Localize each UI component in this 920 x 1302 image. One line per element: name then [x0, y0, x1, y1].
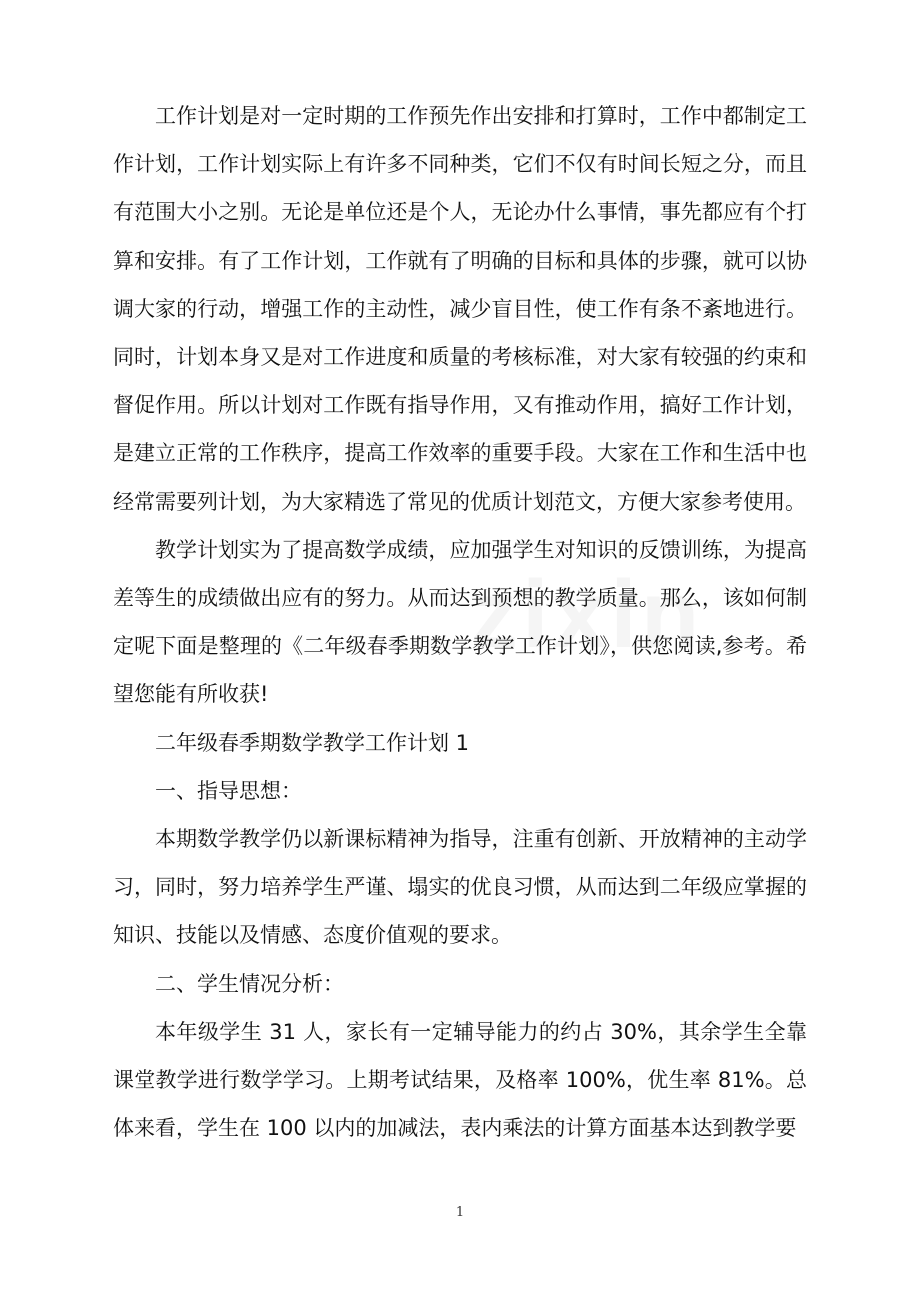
intro-paragraph: 工作计划是对一定时期的工作预先作出安排和打算时，工作中都制定工作计划，工作计划实际上有许多不同种类，它们不仅有时间长短之分，而且有范围大小之别。无论是单位还是个人，无论办什么事情，事先都应有个打算和安排。有了工作计划，工作就有了明确的目标和具体的步骤，就可以协调大家的行动，增强工作的主动性，减少盲目性，使工作有条不紊地进行。同时，计划本身又是对工作进度和质量的考核标准，对大家有较强的约束和督促作用。所以计划对工作既有指导作用，又有推动作用，搞好工作计划，是建立正常的工作秩序，提高工作效率的重要手段。大家在工作和生活中也经常需要列计划，为大家精选了常见的优质计划范文，方便大家参考使用。	[113, 104, 807, 514]
page-number: 1	[455, 1205, 465, 1220]
section-heading-student-analysis: 二、学生情况分析：	[155, 971, 344, 996]
plan-title: 二年级春季期数学教学工作计划 1	[155, 730, 470, 755]
guiding-thought-paragraph: 本期数学教学仍以新课标精神为指导，注重有创新、开放精神的主动学习，同时，努力培养学生严谨、塌实的优良习惯，从而达到二年级应掌握的知识、技能以及情感、态度价值观的要求。	[113, 827, 807, 948]
student-analysis-paragraph: 本年级学生 31 人，家长有一定辅导能力的约占 30%，其余学生全靠课堂教学进行数学学习。上期考试结果，及格率 100%，优生率 81%。总体来看，学生在 100 以内的加减法，表内乘法的计算方面基本达到教学要	[113, 1019, 807, 1141]
section-heading-guiding-thought: 一、指导思想：	[155, 778, 302, 803]
teaching-plan-paragraph: 教学计划实为了提高数学成绩，应加强学生对知识的反馈训练，为提高差等生的成绩做出应有的努力。从而达到预想的教学质量。那么，该如何制定呢下面是整理的《二年级春季期数学教学工作计划》，供您阅读,参考。希望您能有所收获!	[113, 537, 807, 707]
document-body	[113, 92, 807, 1152]
